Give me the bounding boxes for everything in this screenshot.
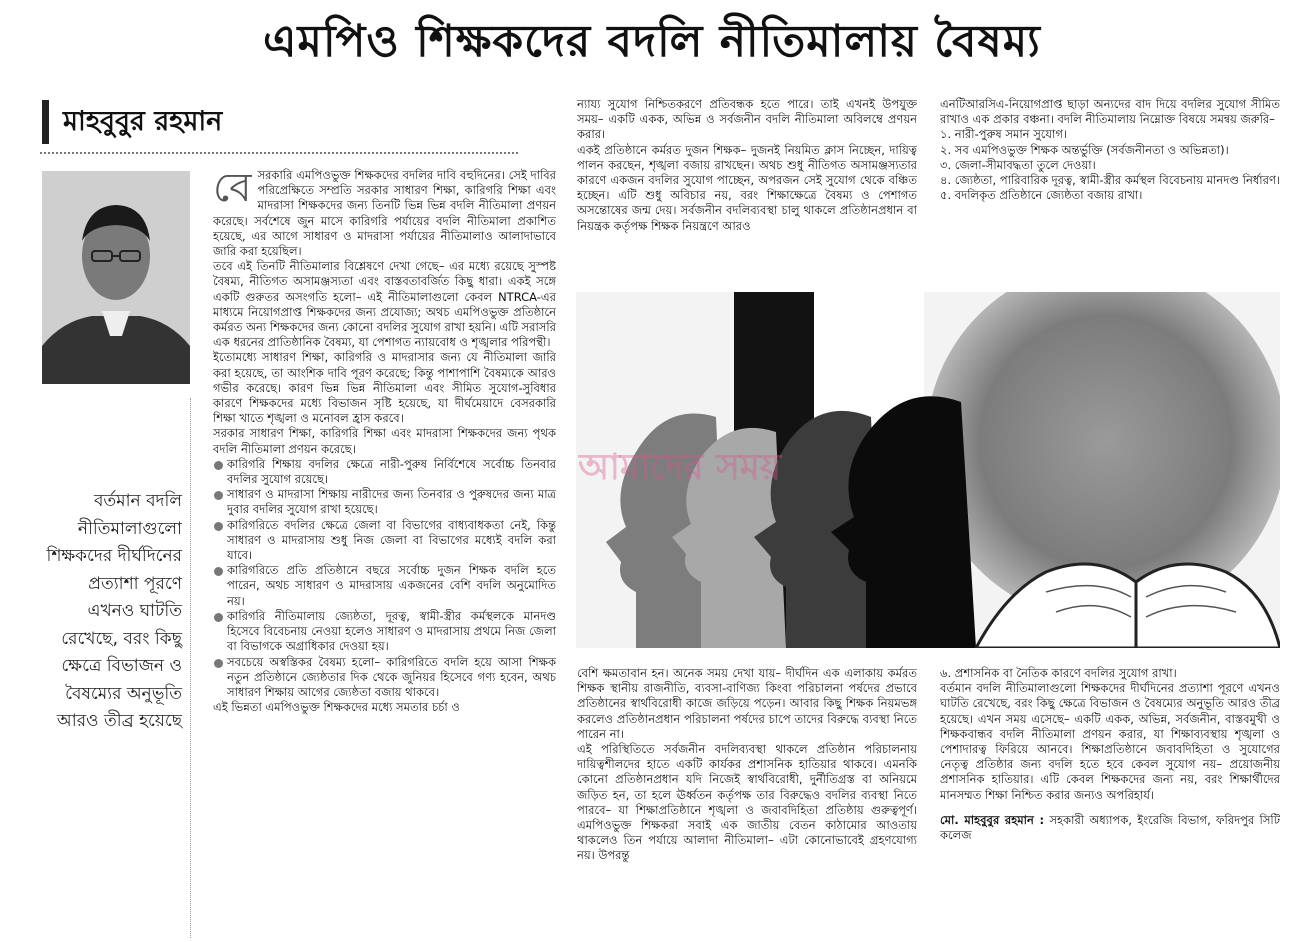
paragraph: তবে এই তিনটি নীতিমালার বিশ্লেষণে দেখা গেছে– এর মধ্যে রয়েছে সুস্পষ্ট বৈষম্য, নীতিগত অসামঞ্জস্যতা এবং বাস্তবতাবর্জিত কিছু ধারা। একই সঙ্গে একটি গুরুতর অসংগতি হলো– এই নীতিমালাগুলো কেবল NTRCA-এর মাধ্যমে নিয়োগপ্রাপ্ত শিক্ষকদের জন্য প্রযোজ্য; অথচ এমপিওভুক্ত প্রতিষ্ঠানে কর্মরত অন্য শিক্ষকদের জন্য কোনো বদলির সুযোগ রাখা হয়নি। এটি সরাসরি এক ধরনের প্রাতিষ্ঠানিক বৈষম্য, যা পেশাগত ন্যায়বোধ ও শৃঙ্খলার পরিপন্থী। (213, 259, 556, 350)
paragraph: বেশি ক্ষমতাবান হন। অনেক সময় দেখা যায়– দীর্ঘদিন এক এলাকায় কর্মরত শিক্ষক স্থানীয় রাজনীতি, ব্যবসা-বাণিজ্য কিংবা পরিচালনা পর্ষদের প্রভাবে প্রতিষ্ঠানের স্বার্থবিরোধী কাজে জড়িয়ে পড়েন। আবার কিছু শিক্ষক নিয়মভঙ্গ করলেও প্রতিষ্ঠানপ্রধান পরিচালনা পর্ষদের চাপে তাদের বিরুদ্ধে ব্যবস্থা নিতে পারেন না। (577, 666, 917, 741)
paragraph: একই প্রতিষ্ঠানে কর্মরত দুজন শিক্ষক– দুজনই নিয়মিত ক্লাস নিচ্ছেন, দায়িত্ব পালন করছেন, শৃঙ্খলা বজায় রাখছেন। অথচ শুধু নীতিগত অসামঞ্জস্যতার কারণে একজন বদলির সুযোগ পাচ্ছেন, অপরজন সেই সুযোগ থেকে বঞ্চিত হচ্ছেন। এটি শুধু অবিচার নয়, বরং শিক্ষাক্ষেত্রে বৈষম্য ও পেশাগত অসন্তোষের জন্ম দেয়। সর্বজনীন বদলিব্যবস্থা চালু থাকলে প্রতিষ্ঠানপ্রধান বা নিয়ন্ত্রক কর্তৃপক্ষ শিক্ষক নিয়ন্ত্রণে আরও (577, 142, 917, 233)
author-portrait-icon (42, 171, 190, 384)
bullet-item: সাধারণ ও মাদরাসা শিক্ষায় নারীদের জন্য তিনবার ও পুরুষদের জন্য মাত্র দুবার বদলির সুযোগ রাখা হয়েছে। (213, 487, 556, 517)
paragraph: সরকার সাধারণ শিক্ষা, কারিগরি শিক্ষা এবং মাদরাসা শিক্ষকদের জন্য পৃথক বদলি নীতিমালা প্রণয়ন করেছে। (213, 426, 556, 456)
article-column-1 (213, 168, 556, 938)
paragraph: ইতোমধ্যে সাধারণ শিক্ষা, কারিগরি ও মাদরাসার জন্য যে নীতিমালা জারি করা হয়েছে, তা আংশিক দাবি পূরণ করেছে; কিন্তু পাশাপাশি বৈষম্যকে আরও গভীর করেছে। কারণ ভিন্ন ভিন্ন নীতিমালা এবং সীমিত সুযোগ-সুবিধার কারণে শিক্ষকদের মধ্যে বিভাজন সৃষ্টি হয়েছে, যা দীর্ঘমেয়াদে বেসরকারি শিক্ষা খাতে শৃঙ্খলা ও মনোবল হ্রাস করবে। (213, 350, 556, 426)
author-name: মো. মাহবুবুর রহমান : (940, 812, 1045, 827)
headline: এমপিও শিক্ষকদের বদলি নীতিমালায় বৈষম্য (263, 16, 1041, 67)
paragraph: এই ভিন্নতা এমপিওভুক্ত শিক্ষকদের মধ্যে সমতার চর্চা ও (213, 700, 460, 715)
byline-divider (40, 152, 518, 154)
article-column-3-bottom (940, 666, 1280, 938)
paragraph: বর্তমান বদলি নীতিমালাগুলো শিক্ষকদের দীর্ঘদিনের প্রত্যাশা পূরণে এখনও ঘাটতি রেখেছে, বরং কিছু ক্ষেত্রে বিভাজন ও বৈষম্যের অনুভূতি আরও তীব্র হয়েছে। এখন সময় এসেছে– একটি একক, অভিন্ন, সর্বজনীন, বাস্তবমুখী ও শিক্ষকবান্ধব বদলি নীতিমালা প্রণয়ন করার, যা শিক্ষাব্যবস্থায় শৃঙ্খলা ও পেশাদারত্ব ফিরিয়ে আনবে। শিক্ষাপ্রতিষ্ঠানে জবাবদিহিতা ও সুযোগের নেতৃত্ব প্রতিষ্ঠার জন্য বদলি হতে হবে কেবল সুযোগ নয়– প্রয়োজনীয় প্রশাসনিক হাতিয়ার। এটি কেবল শিক্ষকদের জন্য নয়, বরং শিক্ষার্থীদের মানসম্মত শিক্ষা নিশ্চিত করার জন্যও অপরিহার্য। (940, 681, 1280, 802)
author-signature (940, 813, 1280, 843)
paragraph: এই পরিস্থিতিতে সর্বজনীন বদলিব্যবস্থা থাকলে প্রতিষ্ঠান পরিচালনায় দায়িত্বশীলদের হাতে একটি কার্যকর প্রশাসনিক হাতিয়ার থাকবে। এমনকি কোনো প্রতিষ্ঠানপ্রধান যদি নিজেই স্বার্থবিরোধী, দুর্নীতিগ্রস্ত বা অনিয়মে জড়িত হন, তা হলে ঊর্ধ্বতন কর্তৃপক্ষ তার বিরুদ্ধেও বদলির ব্যবস্থা নিতে পারবে– যা শিক্ষাপ্রতিষ্ঠানে শৃঙ্খলা ও জবাবদিহিতা প্রতিষ্ঠায় গুরুত্বপূর্ণ। এমপিওভুক্ত শিক্ষকরা সবাই এক জাতীয় বেতন কাঠামোর আওতায় থাকলেও তিন পর্যায়ে আলাদা নীতিমালা– এটা কোনোভাবেই গ্রহণযোগ্য নয়। উপরন্তু (577, 742, 917, 863)
newspaper-watermark: আমাদের সময় (578, 447, 782, 488)
list-item: ৫. বদলিকৃত প্রতিষ্ঠানে জ্যেষ্ঠতা বজায় রাখা। (940, 188, 1143, 203)
drop-cap: বে (213, 168, 252, 211)
list-item: ৩. জেলা-সীমাবদ্ধতা তুলে দেওয়া। (940, 157, 1096, 172)
list-item: ৬. প্রশাসনিক বা নৈতিক কারণে বদলির সুযোগ রাখা। (940, 666, 1177, 680)
bullet-item: কারিগরিতে বদলির ক্ষেত্রে জেলা বা বিভাগের বাধ্যবাধকতা নেই, কিন্তু সাধারণ ও মাদরাসায় শুধু নিজ জেলা বা বিভাগের মধ্যেই বদলি করা যাবে। (213, 518, 556, 564)
paragraph: ন্যায্য সুযোগ নিশ্চিতকরণে প্রতিবন্ধক হতে পারে। তাই এখনই উপযুক্ত সময়– একটি একক, অভিন্ন ও সর্বজনীন বদলি নীতিমালা অবিলম্বে প্রণয়ন করার। (577, 97, 917, 142)
bullet-item: সবচেয়ে অস্বস্তিকর বৈষম্য হলো– কারিগরিতে বদলি হয়ে আসা শিক্ষক নতুন প্রতিষ্ঠানে জ্যেষ্ঠতার দিক থেকে জুনিয়র হিসেবে গণ্য হবেন, অথচ সাধারণ শিক্ষায় আগের জ্যেষ্ঠতা বজায় থাকবে। (213, 655, 556, 701)
column-rule (190, 398, 191, 938)
list-item: ২. সব এমপিওভুক্ত শিক্ষক অন্তর্ভুক্তি (সর্বজনীনতা ও অভিন্নতা)। (940, 142, 1229, 157)
paragraph: এনটিআরসিএ-নিয়োগপ্রাপ্ত ছাড়া অন্যদের বাদ দিয়ে বদলির সুযোগ সীমিত রাখাও এক প্রকার বঞ্চনা। বদলি নীতিমালায় নিম্নোক্ত বিষয়ে সমন্বয় জরুরি– (940, 97, 1280, 127)
pull-quote: বর্তমান বদলি নীতিমালাগুলো শিক্ষকদের দীর্ঘদিনের প্রত্যাশা পূরণে এখনও ঘাটতি রেখেছে, বরং কিছু ক্ষেত্রে বিভাজন ও বৈষম্যের অনুভূতি আরও তীব্র হয়েছে (46, 491, 182, 731)
article-column-2-bottom (577, 666, 917, 938)
bullet-item: কারিগরি নীতিমালায় জ্যেষ্ঠতা, দূরত্ব, স্বামী-স্ত্রীর কর্মস্থলকে মানদণ্ড হিসেবে বিবেচনায় নেওয়া হলেও সাধারণ ও মাদরাসায় প্রথমে নিজ জেলা বা বিভাগকে অগ্রাধিকার দেওয়া হয়। (213, 609, 556, 655)
paragraph: সরকারি এমপিওভুক্ত শিক্ষকদের বদলির দাবি বহুদিনের। সেই দাবির পরিপ্রেক্ষিতে সম্প্রতি সরকার সাধারণ শিক্ষা, কারিগরি শিক্ষা এবং মাদরাসা শিক্ষকদের জন্য তিনটি ভিন্ন ভিন্ন বদলি নীতিমালা প্রণয়ন করেছে। সর্বশেষে জুন মাসে কারিগরি পর্যায়ের বদলি নীতিমালা প্রকাশিত হয়েছে, এর আগে সাধারণ ও মাদরাসা পর্যায়ের নীতিমালাও আলাদাভাবে জারি করা হয়েছিল। (213, 168, 556, 259)
list-item: ৪. জ্যেষ্ঠতা, পারিবারিক দূরত্ব, স্বামী-স্ত্রীর কর্মস্থল বিবেচনায় মানদণ্ড নির্ধারণ। (940, 173, 1280, 188)
article-column-3-top (940, 97, 1280, 277)
author-designation: সহকারী অধ্যাপক, ইংরেজি বিভাগ, ফরিদপুর সিটি কলেজ (940, 812, 1280, 843)
author-photo (42, 171, 190, 384)
bullet-item: কারিগরিতে প্রতি প্রতিষ্ঠানে বছরে সর্বোচ্চ দুজন শিক্ষক বদলি হতে পারেন, অথচ সাধারণ ও মাদরাসায় একজনের বেশি বদলি অনুমোদিত নয়। (213, 563, 556, 609)
byline: মাহবুবুর রহমান (42, 100, 512, 144)
article-column-2-top (577, 97, 917, 277)
list-item: ১. নারী-পুরুষ সমান সুযোগ। (940, 127, 1068, 142)
bullet-item: কারিগরি শিক্ষায় বদলির ক্ষেত্রে নারী-পুরুষ নির্বিশেষে সর্বোচ্চ তিনবার বদলির সুযোগ রয়েছে। (213, 457, 556, 487)
